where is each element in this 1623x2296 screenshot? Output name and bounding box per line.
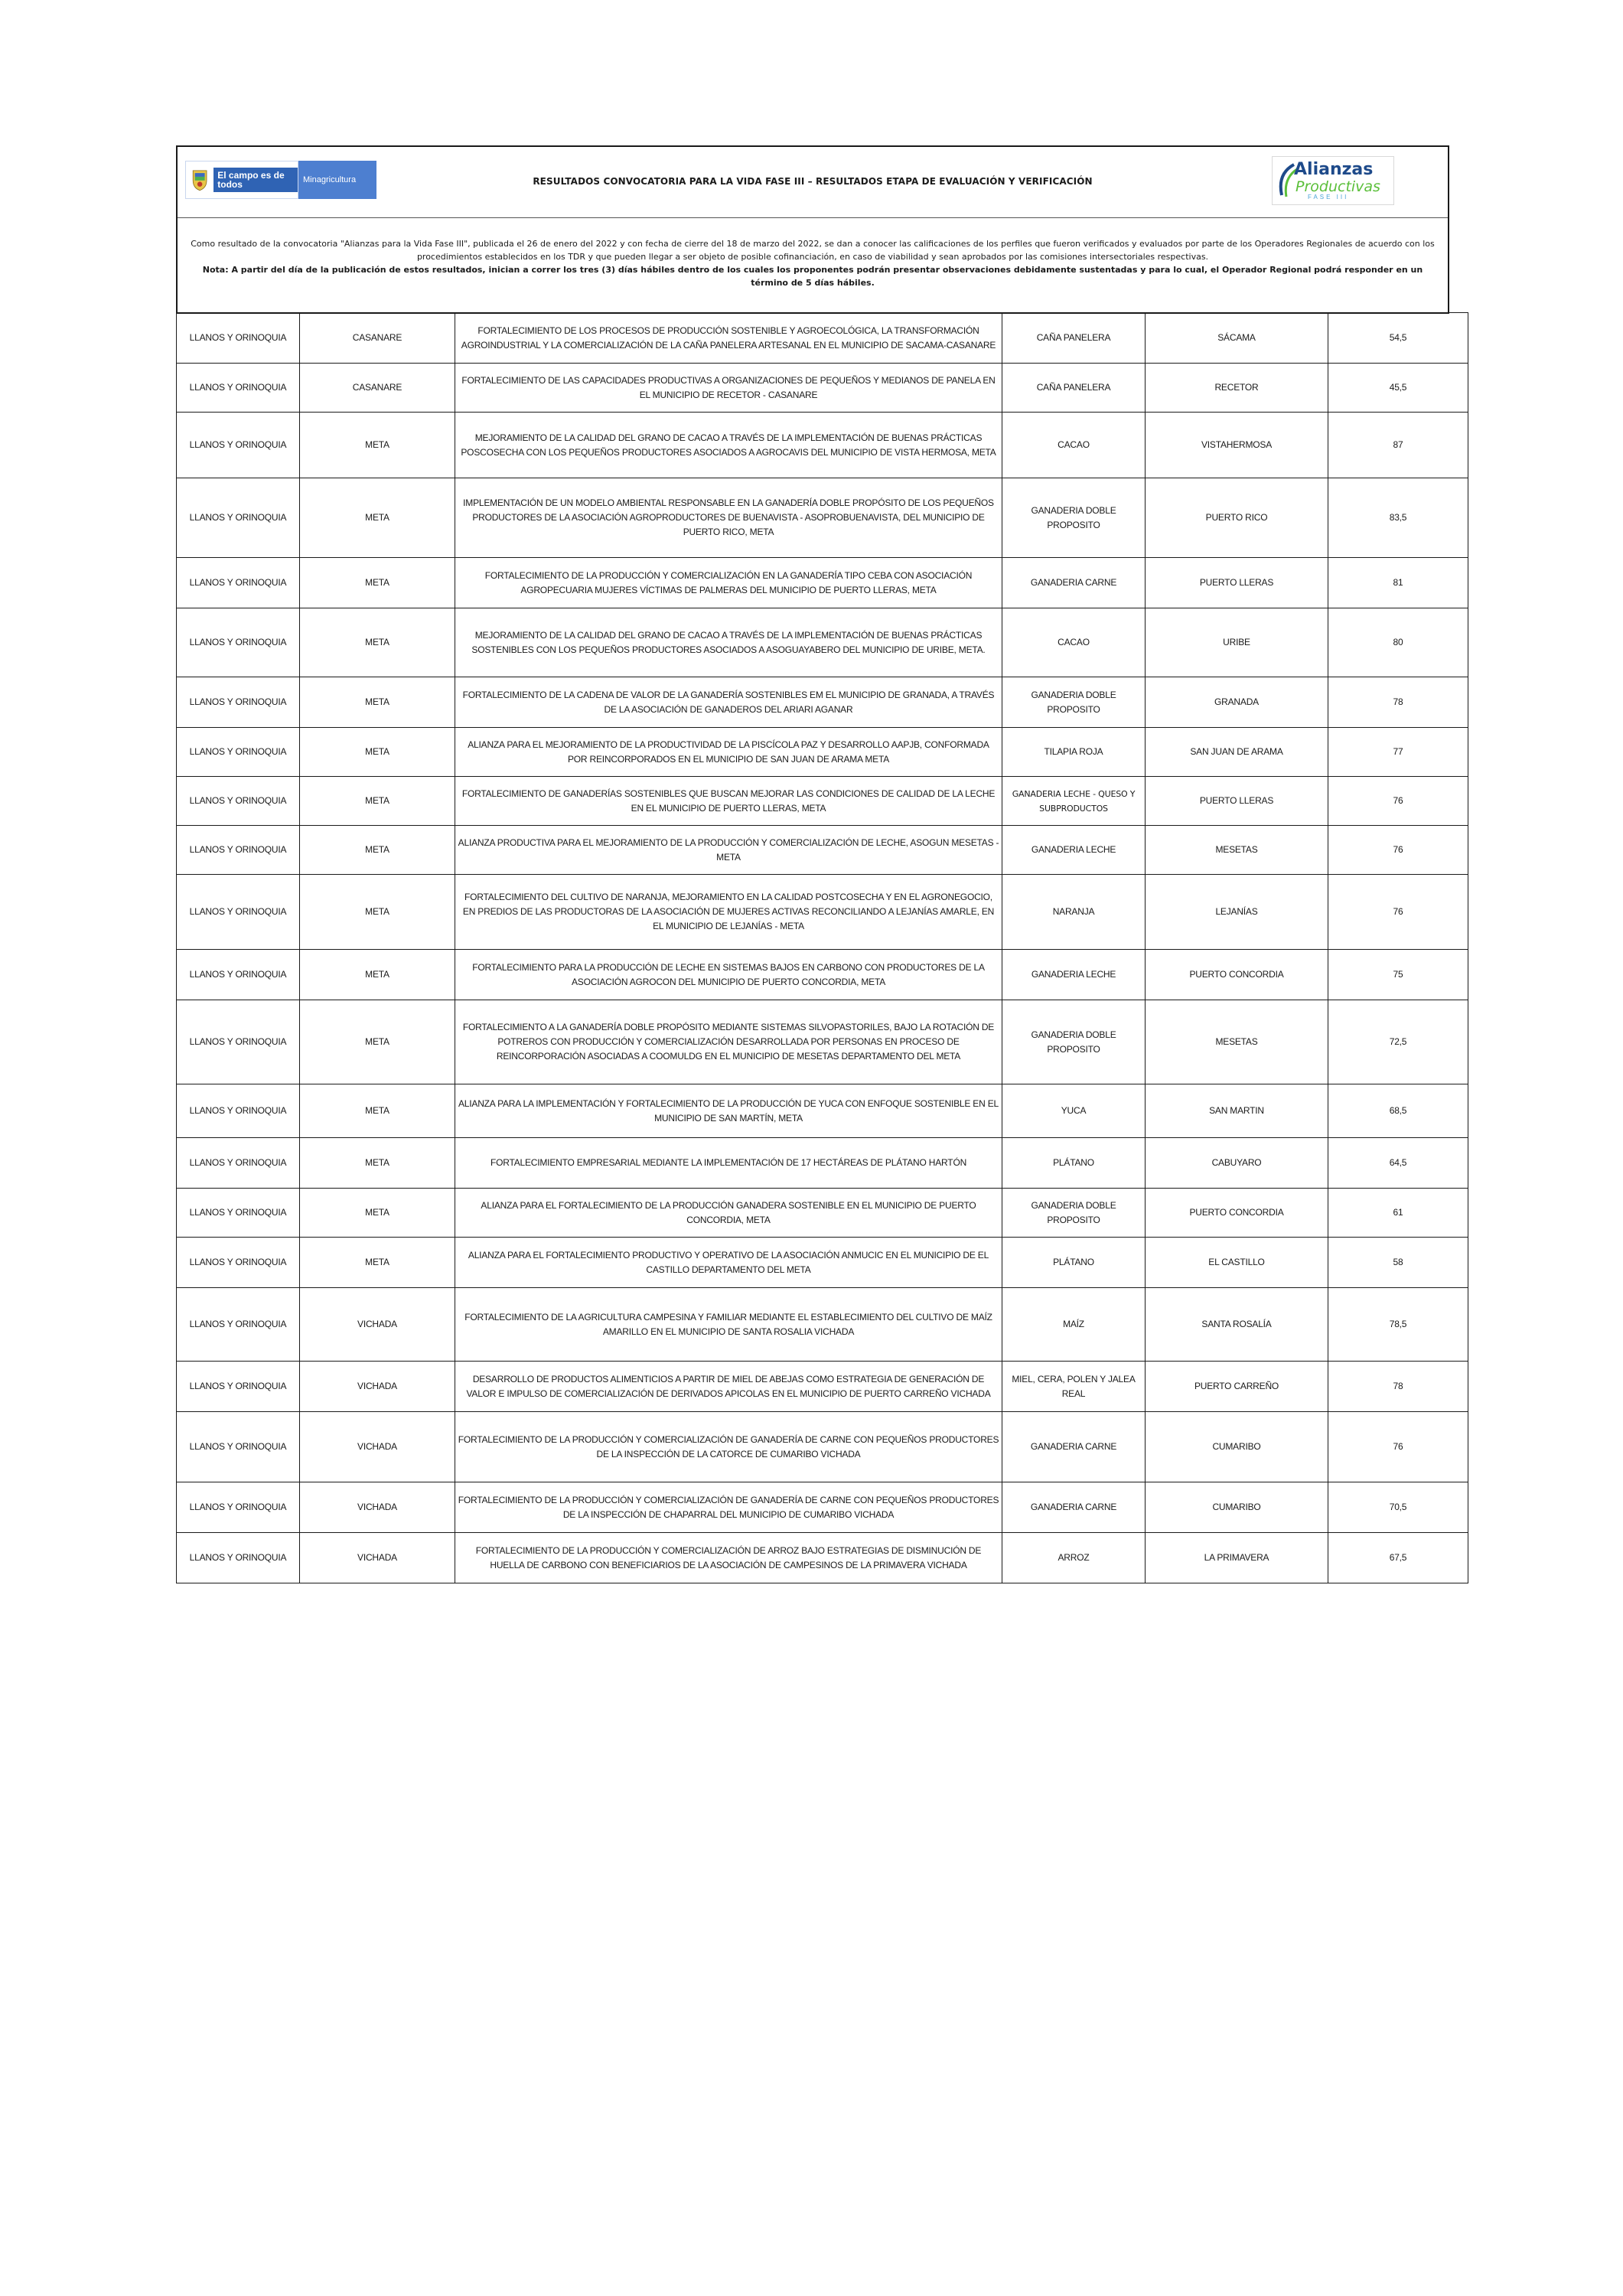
score-cell: 78 — [1328, 1362, 1468, 1412]
region-cell: LLANOS Y ORINOQUIA — [177, 1362, 300, 1412]
score-cell: 76 — [1328, 875, 1468, 950]
municipality-cell: LA PRIMAVERA — [1146, 1533, 1328, 1583]
score-cell: 45,5 — [1328, 364, 1468, 413]
department-cell: META — [300, 875, 455, 950]
municipality-cell: MESETAS — [1146, 1000, 1328, 1084]
productive-line-cell: GANADERIA DOBLE PROPOSITO — [1002, 1000, 1146, 1084]
project-name-cell: FORTALECIMIENTO DE LA PRODUCCIÓN Y COMERCIALIZACIÓN DE GANADERÍA DE CARNE CON PEQUEÑOS PRODUCTORES DE LA INSPECCIÓN DE CHAPARRAL DEL MUNICIPIO DE CUMARIBO VICHADA — [455, 1482, 1002, 1533]
alianzas-productivas-logo — [1272, 156, 1394, 205]
region-cell: LLANOS Y ORINOQUIA — [177, 608, 300, 677]
municipality-cell: GRANADA — [1146, 677, 1328, 728]
productive-line-cell: CACAO — [1002, 413, 1146, 478]
score-cell: 54,5 — [1328, 313, 1468, 364]
table-row — [177, 1000, 1468, 1084]
productive-line-cell: CAÑA PANELERA — [1002, 364, 1146, 413]
region-cell: LLANOS Y ORINOQUIA — [177, 1138, 300, 1189]
productive-line-cell: PLÁTANO — [1002, 1138, 1146, 1189]
project-name-cell: FORTALECIMIENTO PARA LA PRODUCCIÓN DE LECHE EN SISTEMAS BAJOS EN CARBONO CON PRODUCTORES DE LA ASOCIACIÓN AGROCON DEL MUNICIPIO DE PUERTO CONCORDIA, META — [455, 950, 1002, 1000]
region-cell: LLANOS Y ORINOQUIA — [177, 313, 300, 364]
score-cell: 76 — [1328, 826, 1468, 875]
department-cell: META — [300, 1189, 455, 1238]
region-cell: LLANOS Y ORINOQUIA — [177, 728, 300, 777]
region-cell: LLANOS Y ORINOQUIA — [177, 875, 300, 950]
project-name-cell: ALIANZA PARA LA IMPLEMENTACIÓN Y FORTALECIMIENTO DE LA PRODUCCIÓN DE YUCA CON ENFOQUE SOSTENIBLE EN EL MUNICIPIO DE SAN MARTÍN, META — [455, 1084, 1002, 1138]
table-row — [177, 1288, 1468, 1362]
table-row — [177, 875, 1468, 950]
score-cell: 80 — [1328, 608, 1468, 677]
score-cell: 70,5 — [1328, 1482, 1468, 1533]
productive-line-cell: TILAPIA ROJA — [1002, 728, 1146, 777]
table-row — [177, 728, 1468, 777]
department-cell: META — [300, 1000, 455, 1084]
productive-line-cell: GANADERIA LECHE - QUESO Y SUBPRODUCTOS — [1002, 777, 1146, 826]
productive-line-cell: GANADERIA CARNE — [1002, 1412, 1146, 1482]
page-title: RESULTADOS CONVOCATORIA PARA LA VIDA FASE III – RESULTADOS ETAPA DE EVALUACIÓN Y VERIFICACIÓN — [533, 176, 1093, 187]
table-row — [177, 478, 1468, 558]
table-row — [177, 1362, 1468, 1412]
department-cell: META — [300, 950, 455, 1000]
region-cell: LLANOS Y ORINOQUIA — [177, 1288, 300, 1362]
department-cell: VICHADA — [300, 1362, 455, 1412]
project-name-cell: FORTALECIMIENTO DE LOS PROCESOS DE PRODUCCIÓN SOSTENIBLE Y AGROECOLÓGICA, LA TRANSFORMACIÓN AGROINDUSTRIAL Y LA COMERCIALIZACIÓN DE LA CAÑA PANELERA ARTESANAL EN EL MUNICIPIO DE SACAMA-CASANARE — [455, 313, 1002, 364]
municipality-cell: SAN MARTIN — [1146, 1084, 1328, 1138]
score-cell: 58 — [1328, 1238, 1468, 1288]
score-cell: 68,5 — [1328, 1084, 1468, 1138]
gov-logo-text: El campo es de todos — [213, 168, 298, 192]
table-row — [177, 1138, 1468, 1189]
project-name-cell: FORTALECIMIENTO DE LA CADENA DE VALOR DE LA GANADERÍA SOSTENIBLES EM EL MUNICIPIO DE GRANADA, A TRAVÉS DE LA ASOCIACIÓN DE GANADEROS DEL ARIARI AGANAR — [455, 677, 1002, 728]
intro-text: Como resultado de la convocatoria "Alianzas para la Vida Fase III", publicada el 26 de enero del 2022 y con fecha de cierre del 18 de marzo del 2022, se dan a conocer las calificaciones de los perfiles que fueron verificados y evaluados por parte de los Operadores Regionales de acuerdo con los procedimientos establecidos en los TDR y que pueden llegar a ser objeto de posible cofinanciación, en caso de viabilidad y sean aprobados por las comisiones intersectoriales respectivas. — [191, 239, 1435, 262]
region-cell: LLANOS Y ORINOQUIA — [177, 478, 300, 558]
score-cell: 72,5 — [1328, 1000, 1468, 1084]
region-cell: LLANOS Y ORINOQUIA — [177, 364, 300, 413]
municipality-cell: PUERTO CONCORDIA — [1146, 1189, 1328, 1238]
region-cell: LLANOS Y ORINOQUIA — [177, 1238, 300, 1288]
table-row — [177, 1482, 1468, 1533]
department-cell: CASANARE — [300, 313, 455, 364]
score-cell: 75 — [1328, 950, 1468, 1000]
municipality-cell: PUERTO RICO — [1146, 478, 1328, 558]
department-cell: META — [300, 413, 455, 478]
score-cell: 61 — [1328, 1189, 1468, 1238]
table-row — [177, 313, 1468, 364]
region-cell: LLANOS Y ORINOQUIA — [177, 1412, 300, 1482]
project-name-cell: ALIANZA PARA EL MEJORAMIENTO DE LA PRODUCTIVIDAD DE LA PISCÍCOLA PAZ Y DESARROLLO AAPJB, CONFORMADA POR REINCORPORADOS EN EL MUNICIPIO DE SAN JUAN DE ARAMA META — [455, 728, 1002, 777]
productive-line-cell: GANADERIA CARNE — [1002, 1482, 1146, 1533]
table-row — [177, 677, 1468, 728]
results-sheet — [176, 145, 1449, 1570]
region-cell: LLANOS Y ORINOQUIA — [177, 677, 300, 728]
department-cell: VICHADA — [300, 1482, 455, 1533]
project-name-cell: IMPLEMENTACIÓN DE UN MODELO AMBIENTAL RESPONSABLE EN LA GANADERÍA DOBLE PROPÓSITO DE LOS PEQUEÑOS PRODUCTORES DE LA ASOCIACIÓN AGROPRODUCTORES DE BUENAVISTA - ASOPROBUENAVISTA, DEL MUNICIPIO DE PUERTO RICO, META — [455, 478, 1002, 558]
table-row — [177, 950, 1468, 1000]
municipality-cell: SAN JUAN DE ARAMA — [1146, 728, 1328, 777]
productive-line-cell: YUCA — [1002, 1084, 1146, 1138]
project-name-cell: ALIANZA PARA EL FORTALECIMIENTO DE LA PRODUCCIÓN GANADERA SOSTENIBLE EN EL MUNICIPIO DE PUERTO CONCORDIA, META — [455, 1189, 1002, 1238]
table-row — [177, 1533, 1468, 1583]
productive-line-cell: GANADERIA LECHE — [1002, 950, 1146, 1000]
municipality-cell: CABUYARO — [1146, 1138, 1328, 1189]
document-header — [176, 145, 1449, 314]
productive-line-cell: GANADERIA CARNE — [1002, 558, 1146, 608]
table-row — [177, 826, 1468, 875]
productive-line-cell: GANADERIA DOBLE PROPOSITO — [1002, 1189, 1146, 1238]
table-row — [177, 558, 1468, 608]
table-row — [177, 1084, 1468, 1138]
project-name-cell: FORTALECIMIENTO DE GANADERÍAS SOSTENIBLES QUE BUSCAN MEJORAR LAS CONDICIONES DE CALIDAD DE LA LECHE EN EL MUNICIPIO DE PUERTO LLERAS, META — [455, 777, 1002, 826]
project-name-cell: FORTALECIMIENTO EMPRESARIAL MEDIANTE LA IMPLEMENTACIÓN DE 17 HECTÁREAS DE PLÁTANO HARTÓN — [455, 1138, 1002, 1189]
productive-line-cell: MAÍZ — [1002, 1288, 1146, 1362]
score-cell: 76 — [1328, 777, 1468, 826]
results-table-body — [177, 313, 1468, 1583]
municipality-cell: SÁCAMA — [1146, 313, 1328, 364]
department-cell: META — [300, 777, 455, 826]
table-row — [177, 1189, 1468, 1238]
productive-line-cell: CAÑA PANELERA — [1002, 313, 1146, 364]
department-cell: META — [300, 826, 455, 875]
score-cell: 81 — [1328, 558, 1468, 608]
score-cell: 83,5 — [1328, 478, 1468, 558]
project-name-cell: MEJORAMIENTO DE LA CALIDAD DEL GRANO DE CACAO A TRAVÉS DE LA IMPLEMENTACIÓN DE BUENAS PRÁCTICAS SOSTENIBLES CON LOS PEQUEÑOS PRODUCTORES ASOCIADOS A ASOGUAYABERO DEL MUNICIPIO DE URIBE, META. — [455, 608, 1002, 677]
score-cell: 78,5 — [1328, 1288, 1468, 1362]
region-cell: LLANOS Y ORINOQUIA — [177, 558, 300, 608]
project-name-cell: FORTALECIMIENTO DEL CULTIVO DE NARANJA, MEJORAMIENTO EN LA CALIDAD POSTCOSECHA Y EN EL AGRONEGOCIO, EN PREDIOS DE LAS PRODUCTORAS DE LA ASOCIACIÓN DE MUJERES ACTIVAS RECONCILIANDO A LEJANÍAS AMARLE, EN EL MUNICIPIO DE LEJANÍAS - META — [455, 875, 1002, 950]
project-name-cell: ALIANZA PRODUCTIVA PARA EL MEJORAMIENTO DE LA PRODUCCIÓN Y COMERCIALIZACIÓN DE LECHE, ASOGUN MESETAS - META — [455, 826, 1002, 875]
table-row — [177, 777, 1468, 826]
results-table — [176, 312, 1468, 1583]
logo-tag: FASE III — [1308, 194, 1349, 201]
department-cell: META — [300, 1138, 455, 1189]
municipality-cell: CUMARIBO — [1146, 1412, 1328, 1482]
municipality-cell: PUERTO LLERAS — [1146, 777, 1328, 826]
productive-line-cell: MIEL, CERA, POLEN Y JALEA REAL — [1002, 1362, 1146, 1412]
municipality-cell: RECETOR — [1146, 364, 1328, 413]
header-logos-row — [178, 147, 1448, 218]
project-name-cell: FORTALECIMIENTO DE LA AGRICULTURA CAMPESINA Y FAMILIAR MEDIANTE EL ESTABLECIMIENTO DEL CULTIVO DE MAÍZ AMARILLO EN EL MUNICIPIO DE SANTA ROSALIA VICHADA — [455, 1288, 1002, 1362]
table-row — [177, 1412, 1468, 1482]
productive-line-cell: GANADERIA DOBLE PROPOSITO — [1002, 677, 1146, 728]
department-cell: META — [300, 608, 455, 677]
score-cell: 77 — [1328, 728, 1468, 777]
table-row — [177, 608, 1468, 677]
header-intro — [184, 237, 1442, 289]
region-cell: LLANOS Y ORINOQUIA — [177, 950, 300, 1000]
project-name-cell: DESARROLLO DE PRODUCTOS ALIMENTICIOS A PARTIR DE MIEL DE ABEJAS COMO ESTRATEGIA DE GENERACIÓN DE VALOR E IMPULSO DE COMERCIALIZACIÓN DE DERIVADOS APICOLAS EN EL MUNICIPIO DE PUERTO CARREÑO VICHADA — [455, 1362, 1002, 1412]
table-row — [177, 413, 1468, 478]
department-cell: VICHADA — [300, 1288, 455, 1362]
table-row — [177, 1238, 1468, 1288]
region-cell: LLANOS Y ORINOQUIA — [177, 1482, 300, 1533]
project-name-cell: FORTALECIMIENTO DE LAS CAPACIDADES PRODUCTIVAS A ORGANIZACIONES DE PEQUEÑOS Y MEDIANOS DE PANELA EN EL MUNICIPIO DE RECETOR - CASANARE — [455, 364, 1002, 413]
department-cell: CASANARE — [300, 364, 455, 413]
project-name-cell: FORTALECIMIENTO DE LA PRODUCCIÓN Y COMERCIALIZACIÓN DE ARROZ BAJO ESTRATEGIAS DE DISMINUCIÓN DE HUELLA DE CARBONO CON BENEFICIARIOS DE LA ASOCIACIÓN DE CAMPESINOS DE LA PRIMAVERA VICHADA — [455, 1533, 1002, 1583]
project-name-cell: FORTALECIMIENTO DE LA PRODUCCIÓN Y COMERCIALIZACIÓN EN LA GANADERÍA TIPO CEBA CON ASOCIACIÓN AGROPECUARIA MUJERES VÍCTIMAS DE PALMERAS DEL MUNICIPIO DE PUERTO LLERAS, META — [455, 558, 1002, 608]
municipality-cell: CUMARIBO — [1146, 1482, 1328, 1533]
municipality-cell: SANTA ROSALÍA — [1146, 1288, 1328, 1362]
productive-line-cell: NARANJA — [1002, 875, 1146, 950]
department-cell: META — [300, 677, 455, 728]
project-name-cell: ALIANZA PARA EL FORTALECIMIENTO PRODUCTIVO Y OPERATIVO DE LA ASOCIACIÓN ANMUCIC EN EL MUNICIPIO DE EL CASTILLO DEPARTAMENTO DEL META — [455, 1238, 1002, 1288]
municipality-cell: LEJANÍAS — [1146, 875, 1328, 950]
project-name-cell: FORTALECIMIENTO DE LA PRODUCCIÓN Y COMERCIALIZACIÓN DE GANADERÍA DE CARNE CON PEQUEÑOS PRODUCTORES DE LA INSPECCIÓN DE LA CATORCE DE CUMARIBO VICHADA — [455, 1412, 1002, 1482]
productive-line-cell: CACAO — [1002, 608, 1146, 677]
productive-line-cell: GANADERIA LECHE — [1002, 826, 1146, 875]
department-cell: META — [300, 478, 455, 558]
productive-line-cell: ARROZ — [1002, 1533, 1146, 1583]
productive-line-cell: PLÁTANO — [1002, 1238, 1146, 1288]
municipality-cell: PUERTO CONCORDIA — [1146, 950, 1328, 1000]
department-cell: VICHADA — [300, 1533, 455, 1583]
region-cell: LLANOS Y ORINOQUIA — [177, 1189, 300, 1238]
region-cell: LLANOS Y ORINOQUIA — [177, 1084, 300, 1138]
productive-line-cell: GANADERIA DOBLE PROPOSITO — [1002, 478, 1146, 558]
gov-logo-ministry: Minagricultura — [298, 161, 376, 199]
note-text: Nota: A partir del día de la publicación de estos resultados, inician a correr los tres (3) días hábiles dentro de los cuales los proponentes podrán presentar observaciones debidamente sustentadas y para lo cual, el Operador Regional podrá responder en un término de 5 días hábiles. — [202, 265, 1423, 288]
municipality-cell: PUERTO LLERAS — [1146, 558, 1328, 608]
table-row — [177, 364, 1468, 413]
score-cell: 87 — [1328, 413, 1468, 478]
project-name-cell: FORTALECIMIENTO A LA GANADERÍA DOBLE PROPÓSITO MEDIANTE SISTEMAS SILVOPASTORILES, BAJO LA ROTACIÓN DE POTREROS CON PRODUCCIÓN Y COMERCIALIZACIÓN DESARROLLADA POR PERSONAS EN PROCESO DE REINCORPORACIÓN ASOCIADAS A COOMULDG EN EL MUNICIPIO DE MESETAS DEPARTAMENTO DEL META — [455, 1000, 1002, 1084]
logo-name: Alianzas — [1294, 160, 1374, 179]
score-cell: 78 — [1328, 677, 1468, 728]
region-cell: LLANOS Y ORINOQUIA — [177, 1533, 300, 1583]
score-cell: 67,5 — [1328, 1533, 1468, 1583]
region-cell: LLANOS Y ORINOQUIA — [177, 826, 300, 875]
department-cell: VICHADA — [300, 1412, 455, 1482]
score-cell: 64,5 — [1328, 1138, 1468, 1189]
department-cell: META — [300, 728, 455, 777]
municipality-cell: URIBE — [1146, 608, 1328, 677]
department-cell: META — [300, 1238, 455, 1288]
region-cell: LLANOS Y ORINOQUIA — [177, 413, 300, 478]
municipality-cell: VISTAHERMOSA — [1146, 413, 1328, 478]
municipality-cell: EL CASTILLO — [1146, 1238, 1328, 1288]
logo-sub: Productivas — [1295, 178, 1380, 195]
department-cell: META — [300, 558, 455, 608]
department-cell: META — [300, 1084, 455, 1138]
score-cell: 76 — [1328, 1412, 1468, 1482]
region-cell: LLANOS Y ORINOQUIA — [177, 1000, 300, 1084]
municipality-cell: MESETAS — [1146, 826, 1328, 875]
project-name-cell: MEJORAMIENTO DE LA CALIDAD DEL GRANO DE CACAO A TRAVÉS DE LA IMPLEMENTACIÓN DE BUENAS PRÁCTICAS POSCOSECHA CON LOS PEQUEÑOS PRODUCTORES ASOCIADOS A AGROCAVIS DEL MUNICIPIO DE VISTA HERMOSA, META — [455, 413, 1002, 478]
municipality-cell: PUERTO CARREÑO — [1146, 1362, 1328, 1412]
region-cell: LLANOS Y ORINOQUIA — [177, 777, 300, 826]
